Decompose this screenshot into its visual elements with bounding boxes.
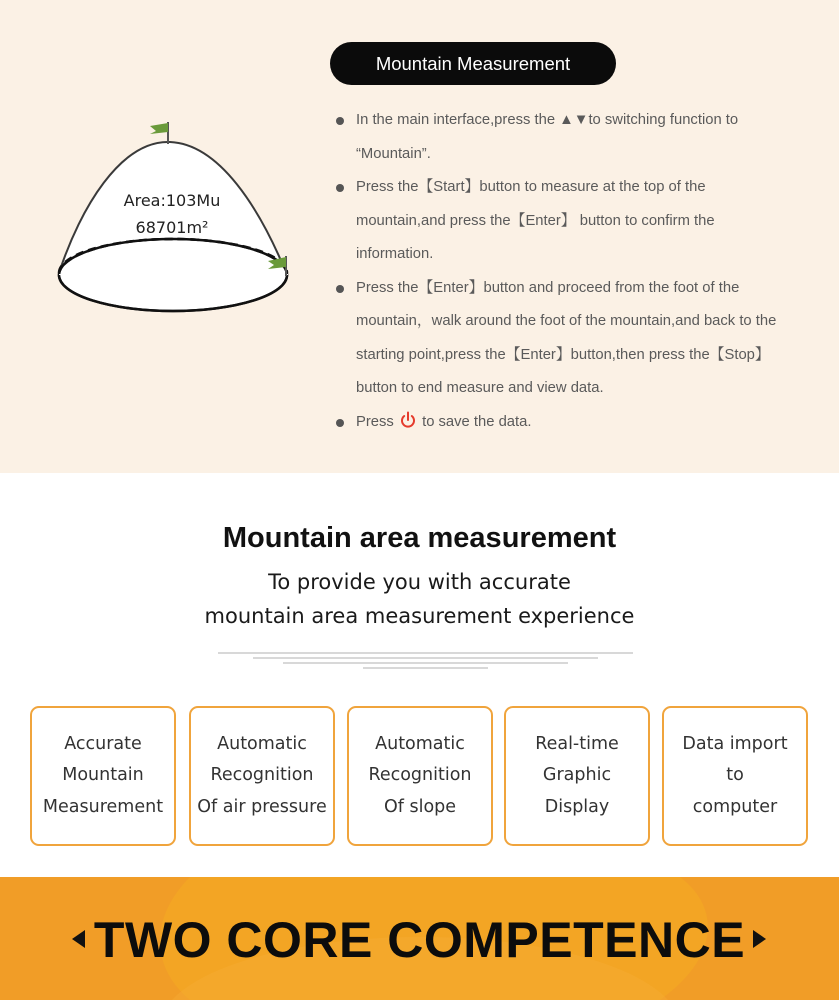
fine-print-decoration [218, 652, 633, 676]
instruction-step: Press the【Enter】button and proceed from the foot of the mountain，walk around the foot of the mountain,and back to the starting point,press the【Enter】button,then press the【Stop】button to end measure and view data. [336, 272, 796, 406]
power-icon [400, 411, 416, 429]
bullet-icon [336, 285, 344, 293]
arrow-right-icon[interactable] [753, 930, 766, 948]
feature-subline-2: mountain area measurement experience [204, 604, 635, 628]
bullet-icon [336, 419, 344, 427]
instruction-step-save: Press to save the data. [336, 406, 796, 440]
feature-card-air-pressure: Automatic Recognition Of air pressure [189, 706, 335, 846]
mountain-illustration [50, 110, 300, 330]
mountain-measurement-title: Mountain Measurement [330, 42, 616, 85]
feature-card-data-import: Data import to computer [662, 706, 808, 846]
bullet-icon [336, 184, 344, 192]
feature-subline-1: To provide you with accurate [268, 570, 571, 594]
instruction-step: Press the【Start】button to measure at the top of the mountain,and press the【Enter】 button to confirm the information. [336, 171, 796, 272]
instruction-steps [336, 104, 796, 439]
area-m2-label: 68701m² [135, 218, 209, 237]
flag-top-icon [150, 122, 168, 144]
feature-heading: Mountain area measurement [222, 522, 617, 554]
bullet-icon [336, 117, 344, 125]
feature-card-accurate-measurement: Accurate Mountain Measurement [30, 706, 176, 846]
feature-card-graphic-display: Real-time Graphic Display [504, 706, 650, 846]
instruction-step: In the main interface,press the ▲▼to switching function to “Mountain”. [336, 104, 796, 171]
banner-title: TWO CORE COMPETENCE [93, 912, 746, 968]
area-label: Area:103Mu [123, 191, 221, 210]
feature-card-slope: Automatic Recognition Of slope [347, 706, 493, 846]
